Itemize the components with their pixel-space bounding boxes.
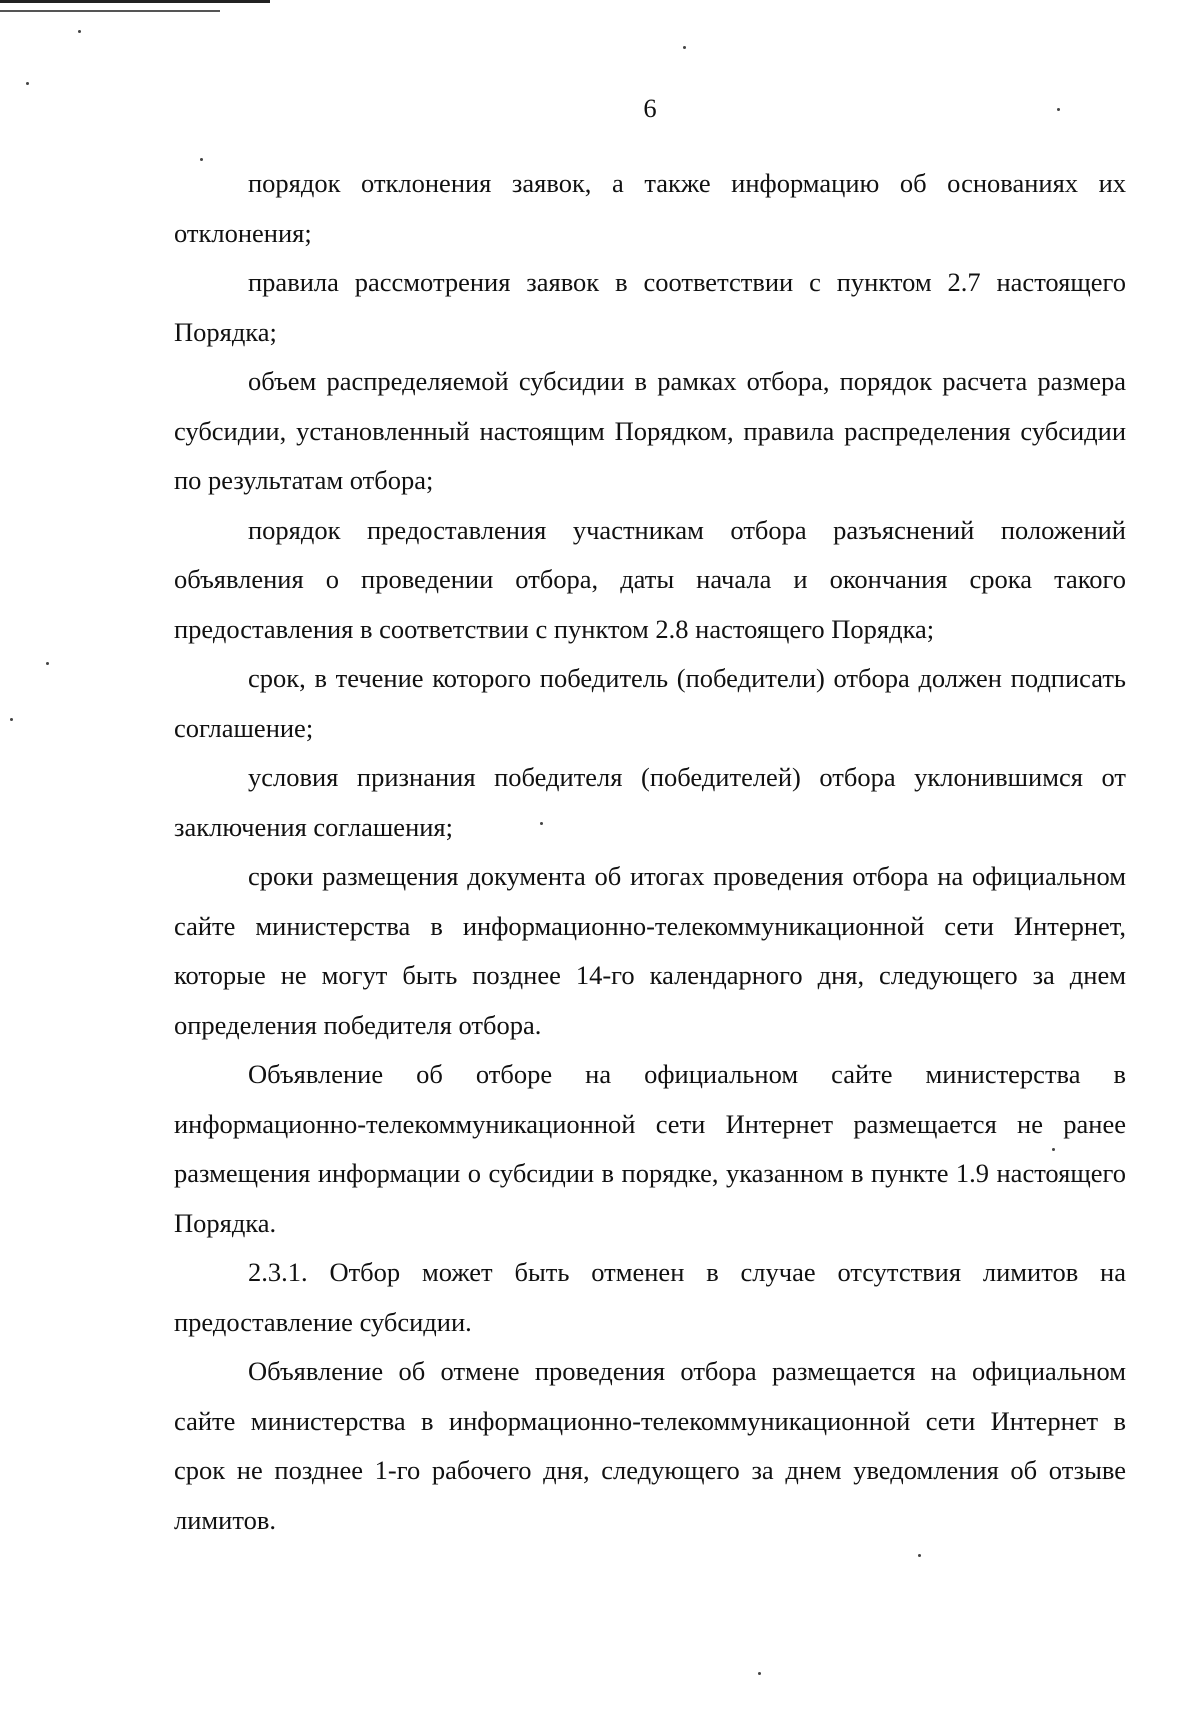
paragraph: условия признания победителя (победителей) отбора уклонившимся от заключения соглашения; bbox=[174, 762, 1126, 842]
scan-speck bbox=[758, 1672, 761, 1675]
paragraph: порядок отклонения заявок, а также информацию об основаниях их отклонения; bbox=[174, 168, 1126, 248]
scan-edge-mark bbox=[0, 10, 220, 12]
scan-speck bbox=[918, 1554, 921, 1557]
paragraph: сроки размещения документа об итогах проведения отбора на официальном сайте министерства в информационно-телекоммуникационной сети Интернет, которые не могут быть позднее 14-го календарного дня, следующего за днем определения победителя отбора. bbox=[174, 861, 1126, 1040]
scan-speck bbox=[26, 82, 29, 85]
paragraph: срок, в течение которого победитель (победители) отбора должен подписать соглашение; bbox=[174, 663, 1126, 743]
paragraph: 2.3.1. Отбор может быть отменен в случае отсутствия лимитов на предоставление субсидии. bbox=[174, 1257, 1126, 1337]
scan-speck bbox=[10, 718, 13, 721]
paragraph: Объявление об отмене проведения отбора размещается на официальном сайте министерства в информационно-телекоммуникационной сети Интернет в срок не позднее 1-го рабочего дня, следующего за днем уведомления об отзыве лимитов. bbox=[174, 1356, 1126, 1535]
scan-speck bbox=[46, 662, 49, 665]
page-number: 6 bbox=[643, 93, 657, 123]
paragraph: Объявление об отборе на официальном сайте министерства в информационно-телекоммуникационной сети Интернет размещается не ранее размещения информации о субсидии в порядке, указанном в пункте 1.9 настоящего Порядка. bbox=[174, 1059, 1126, 1238]
scan-speck bbox=[683, 46, 686, 49]
document-page bbox=[174, 84, 1126, 1545]
paragraph: объем распределяемой субсидии в рамках отбора, порядок расчета размера субсидии, установленный настоящим Порядком, правила распределения субсидии по результатам отбора; bbox=[174, 366, 1126, 495]
scan-speck bbox=[78, 30, 81, 33]
paragraph: порядок предоставления участникам отбора разъяснений положений объявления о проведении отбора, даты начала и окончания срока такого предоставления в соответствии с пунктом 2.8 настоящего Порядка; bbox=[174, 514, 1126, 644]
scan-edge-mark bbox=[0, 0, 270, 3]
paragraph: правила рассмотрения заявок в соответствии с пунктом 2.7 настоящего Порядка; bbox=[174, 267, 1126, 347]
